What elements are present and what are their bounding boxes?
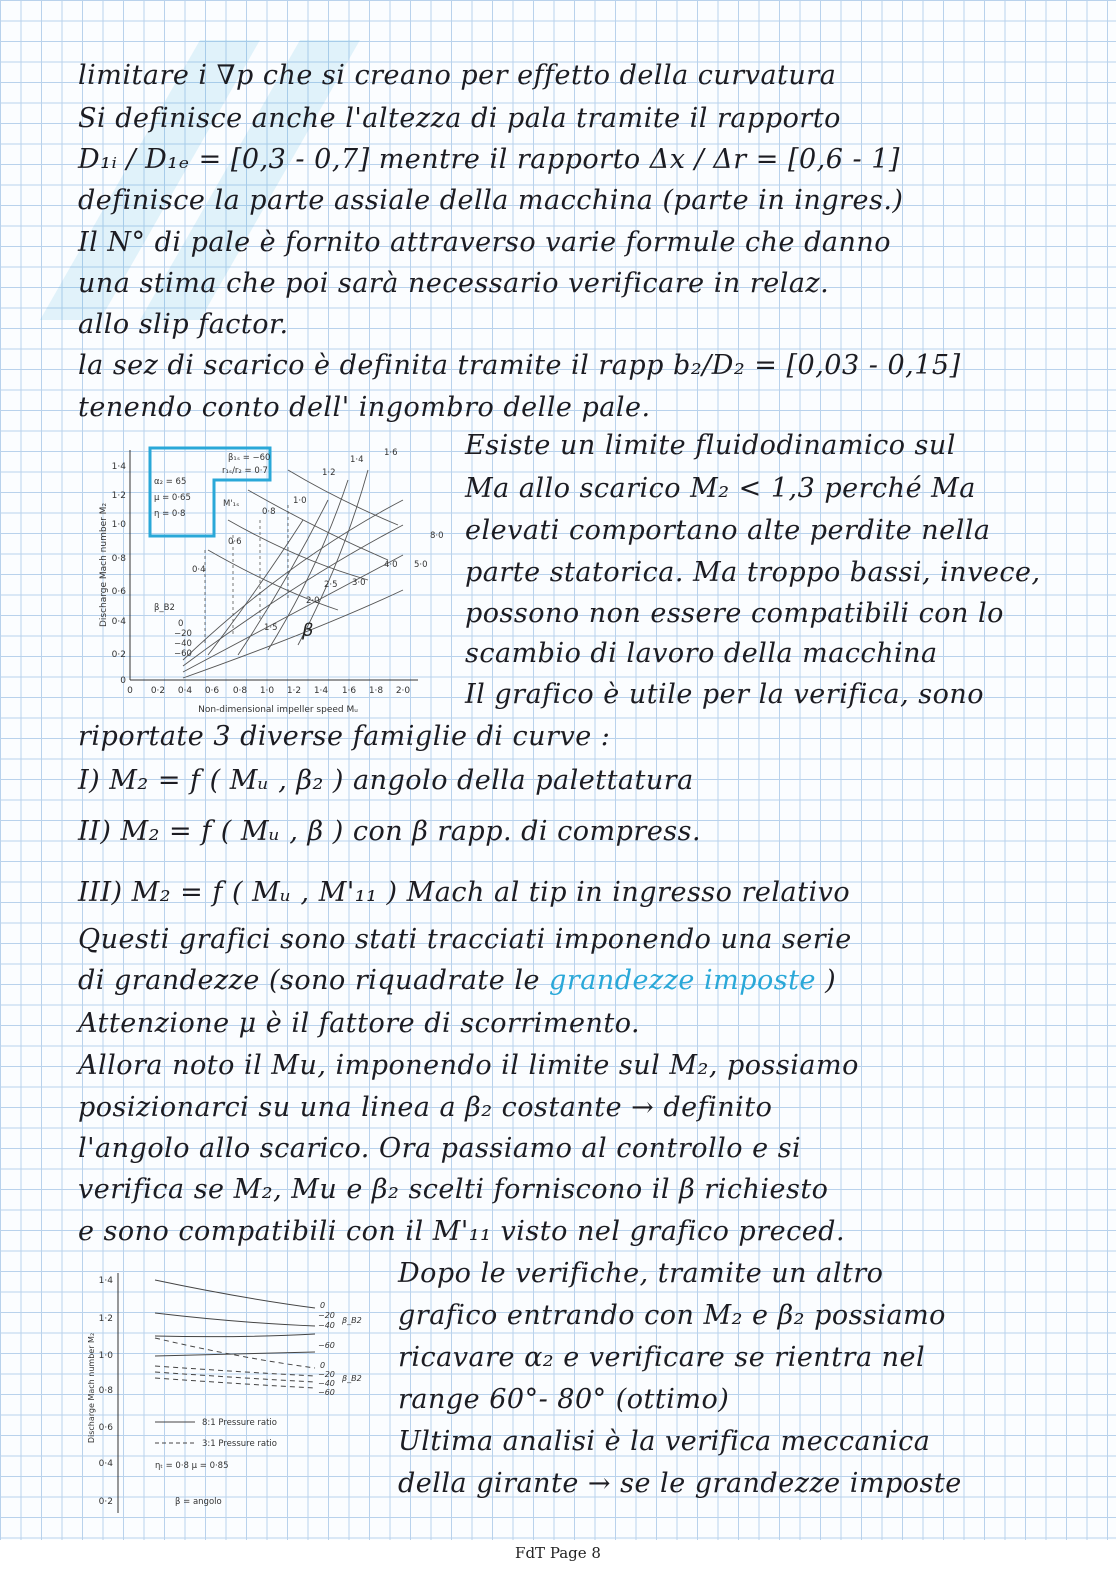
fig1-xlabel: Non-dimensional impeller speed Mᵤ: [198, 705, 358, 715]
note-line-14: possono non essere compatibili con lo: [465, 598, 1004, 629]
fig1-ytick-8: 0: [120, 676, 126, 686]
note-line-10: Esiste un limite fluidodinamico sul: [465, 430, 956, 461]
note-line-6: una stima che poi sarà necessario verificare in relaz.: [78, 268, 830, 299]
fig2-g1-60: −60: [318, 1341, 335, 1350]
fig2-g2-40: −40: [318, 1379, 335, 1388]
fig2-g1-0: 0: [320, 1301, 326, 1310]
fig1-pr-4: 4·0: [384, 560, 398, 570]
note-line-1: limitare i ∇p che si creano per effetto della curvatura: [78, 60, 837, 91]
fig2-g2-20: −20: [318, 1370, 335, 1379]
note-line-19: II) M₂ = f ( Mᵤ , β ) con β rapp. di compress.: [78, 816, 702, 847]
fig2-legend-solid: 8:1 Pressure ratio: [202, 1418, 277, 1428]
note-line-22-end: ): [825, 965, 837, 996]
fig1-ytick-1: 1·4: [111, 462, 126, 472]
note-line-7: allo slip factor.: [78, 309, 289, 340]
note-line-20: III) M₂ = f ( Mᵤ , M'₁₁ ) Mach al tip in ingresso relativo: [78, 877, 851, 908]
fig1-xtick-1: 0: [127, 686, 133, 696]
figure-mach-chart: [88, 440, 444, 720]
note-line-23: Attenzione μ è il fattore di scorrimento.: [78, 1008, 641, 1039]
note-line-11: Ma allo scarico M₂ < 1,3 perché Ma: [465, 473, 976, 504]
fig2-ylabel: Discharge Mach number M₂: [87, 1332, 96, 1444]
fig1-xtick-2: 0·2: [150, 686, 166, 696]
fig2-ytick-5: 0·6: [98, 1423, 113, 1433]
fig1-ytick-2: 1·2: [111, 491, 126, 501]
note-line-31: ricavare α₂ e verificare se rientra nel: [398, 1342, 926, 1373]
note-line-28: e sono compatibili con il M'₁₁ visto nel grafico preced.: [78, 1216, 846, 1247]
note-line-4: definisce la parte assiale della macchina (parte in ingres.): [78, 185, 904, 216]
note-line-22: [78, 965, 836, 996]
fig1-xtick-7: 1·2: [286, 686, 302, 696]
note-line-33: Ultima analisi è la verifica meccanica: [398, 1426, 931, 1457]
fig1-ytick-5: 0·6: [111, 587, 126, 597]
fig2-dashed-60: [155, 1378, 315, 1388]
fig2-ytick-1: 1·4: [98, 1276, 113, 1286]
fig1-xtick-6: 1·0: [259, 686, 275, 696]
fig2-ytick-2: 1·2: [98, 1314, 113, 1324]
fig1-pr-line-b: [248, 490, 388, 560]
note-line-18: I) M₂ = f ( Mᵤ , β₂ ) angolo della palettatura: [78, 765, 694, 796]
fig1-xtick-9: 1·6: [341, 686, 357, 696]
note-line-8: la sez di scarico è definita tramite il rapp b₂/D₂ = [0,03 - 0,15]: [78, 350, 961, 381]
note-line-24: Allora noto il Mu, imponendo il limite sul M₂, possiamo: [78, 1050, 859, 1081]
fig1-m1s-3: 1·2: [322, 468, 336, 478]
note-line-22-start: di grandezze (sono riquadrate le: [78, 965, 540, 996]
fig2-params: ηₜ = 0·8 μ = 0·85: [155, 1461, 229, 1471]
fig1-pr-0: 1·5: [264, 623, 278, 633]
fig2-ytick-4: 0·8: [98, 1386, 113, 1396]
fig1-ytick-3: 1·0: [111, 520, 126, 530]
note-line-3: D₁ᵢ / D₁ₑ = [0,3 - 0,7] mentre il rapporto Δx / Δr = [0,6 - 1]: [78, 144, 900, 175]
fig2-g2-label: β_B2: [342, 1374, 362, 1383]
fig2-g2-60: −60: [318, 1388, 335, 1397]
note-line-32: range 60°- 80° (ottimo): [398, 1384, 730, 1415]
fig1-betab2-2: −40: [174, 639, 192, 649]
fig1-xtick-10: 1·8: [368, 686, 384, 696]
fig1-xtick-4: 0·6: [204, 686, 220, 696]
fig1-beta-hand: β: [302, 620, 314, 641]
fig1-m1s-1: 0·8: [262, 507, 276, 517]
note-line-26: l'angolo allo scarico. Ora passiamo al controllo e si: [78, 1133, 802, 1164]
fig1-lower-0: 0·4: [192, 565, 206, 575]
note-line-17: riportate 3 diverse famiglie di curve :: [78, 721, 611, 752]
fig1-box-beta1s: β₁ₛ = −60: [228, 453, 271, 463]
note-line-27: verifica se M₂, Mu e β₂ scelti forniscono il β richiesto: [78, 1174, 829, 1205]
fig2-ytick-6: 0·4: [98, 1459, 113, 1469]
fig1-ytick-4: 0·8: [111, 554, 126, 564]
note-line-34: della girante → se le grandezze imposte: [398, 1468, 962, 1499]
fig1-betab2-0: 0: [178, 619, 184, 629]
fig1-beta-line-60: [183, 590, 403, 678]
fig1-beta-line-0: [183, 500, 403, 660]
note-line-16: Il grafico è utile per la verifica, sono: [465, 679, 984, 710]
fig2-g2-0: 0: [320, 1361, 326, 1370]
fig1-m1s-0: 0·6: [228, 537, 242, 547]
note-line-21: Questi grafici sono stati tracciati imponendo una serie: [78, 924, 852, 955]
fig1-box-ratio: r₁ₛ/r₂ = 0·7: [222, 466, 268, 476]
note-line-13: parte statorica. Ma troppo bassi, invece,: [465, 557, 1041, 588]
fig1-m1s-line-a: [208, 520, 303, 655]
fig1-pr-2: 2·5: [324, 580, 338, 590]
fig1-m1s-2: 1·0: [293, 496, 307, 506]
fig1-beta-line-40: [183, 555, 403, 672]
fig1-box-alpha: α₂ = 65: [154, 477, 187, 487]
fig1-m1s-4: 1·4: [350, 455, 364, 465]
fig1-m1s-5: 1·6: [384, 448, 398, 458]
note-line-15: scambio di lavoro della macchina: [465, 638, 938, 669]
fig2-g1-20: −20: [318, 1311, 335, 1320]
fig2-dashed-20: [155, 1366, 315, 1376]
fig2-bottom-note: β = angolo: [175, 1497, 222, 1507]
fig1-pr-3: 3·0: [352, 578, 366, 588]
note-line-2: Si definisce anche l'altezza di pala tramite il rapporto: [78, 103, 841, 134]
fig1-m1s-label: M'₁ₛ: [223, 499, 240, 509]
fig1-pr-line-c: [228, 520, 368, 580]
figure-discharge-mach-chart: [80, 1268, 380, 1518]
fig1-ytick-6: 0·4: [111, 617, 126, 627]
fig2-solid-40: [155, 1334, 315, 1337]
note-line-9: tenendo conto dell' ingombro delle pale.: [78, 392, 651, 423]
fig2-g1-40: −40: [318, 1321, 335, 1330]
fig1-box-mu: μ = 0·65: [154, 493, 191, 503]
fig1-ytick-7: 0·2: [111, 650, 126, 660]
fig1-betab2-label: β_B2: [154, 603, 175, 613]
fig2-solid-0: [155, 1280, 315, 1308]
note-line-25: posizionarci su una linea a β₂ costante → definito: [78, 1092, 773, 1123]
fig1-xtick-3: 0·4: [177, 686, 193, 696]
fig2-dashed-40: [155, 1372, 315, 1382]
fig1-m1s-line-b: [238, 500, 328, 655]
fig1-betab2-3: −60: [174, 649, 192, 659]
fig1-box-eta: η = 0·8: [154, 509, 186, 519]
note-line-29: Dopo le verifiche, tramite un altro: [398, 1258, 884, 1289]
note-line-5: Il N° di pale è fornito attraverso varie formule che danno: [78, 227, 892, 258]
note-line-30: grafico entrando con M₂ e β₂ possiamo: [398, 1300, 946, 1331]
fig2-g1-label: β_B2: [342, 1316, 362, 1325]
page-footer: FdT Page 8: [515, 1544, 601, 1562]
fig2-ytick-7: 0·2: [98, 1497, 113, 1507]
fig1-betab2-1: −20: [174, 629, 192, 639]
fig2-ytick-3: 1·0: [98, 1351, 113, 1361]
fig1-xtick-11: 2·0: [395, 686, 411, 696]
fig2-legend-dashed: 3:1 Pressure ratio: [202, 1439, 277, 1449]
fig1-pr-6: 8·0: [430, 531, 444, 541]
fig1-pr-5: 5·0: [414, 560, 428, 570]
fig1-pr-1: 2·0: [306, 596, 320, 606]
fig2-solid-20: [155, 1313, 315, 1326]
note-line-12: elevati comportano alte perdite nella: [465, 515, 991, 546]
fig1-xtick-5: 0·8: [232, 686, 248, 696]
fig1-ylabel: Discharge Mach number M₂: [99, 502, 109, 628]
imposed-quantities-highlight: grandezze imposte: [549, 965, 816, 996]
fig1-xtick-8: 1·4: [313, 686, 329, 696]
